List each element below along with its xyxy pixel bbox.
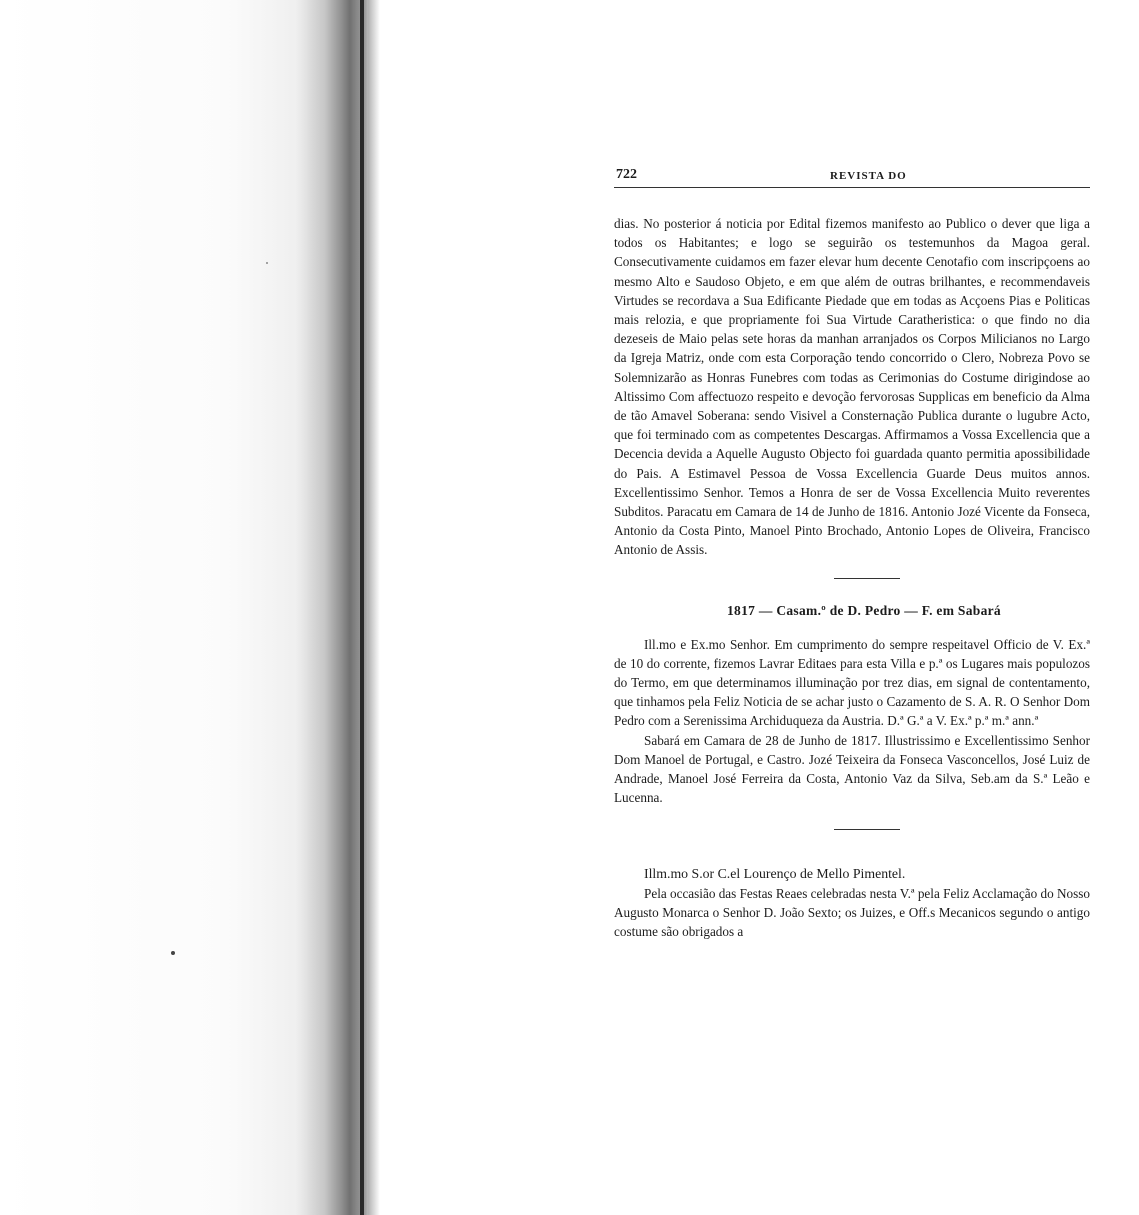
book-gutter-shadow bbox=[296, 0, 368, 1215]
book-gutter-edge bbox=[360, 0, 364, 1215]
right-page bbox=[614, 165, 1090, 941]
section-divider bbox=[834, 578, 900, 579]
section-title: 1817 — Casam.º de D. Pedro — F. em Sabará bbox=[726, 602, 1001, 618]
running-title: REVISTA DO bbox=[830, 170, 907, 182]
body-paragraph-3: Sabará em Camara de 28 de Junho de 1817. Illustrissimo e Excellentissimo Senhor Dom Manoel de Portugal, e Castro. Jozé Teixeira da Fonseca Vasconcellos, José Luiz de Andrade, Manoel José Ferreira da Costa, Antonio Vaz da Silva, Seb.am da S.ª Leão e Lucenna. bbox=[614, 732, 1090, 806]
section-divider bbox=[834, 829, 900, 830]
page-header bbox=[614, 165, 1090, 188]
page-number: 722 bbox=[616, 167, 637, 182]
letter-salutation: Illm.mo S.or C.el Lourenço de Mello Pimentel. bbox=[644, 866, 906, 882]
body-paragraph-1: dias. No posterior á noticia por Edital fizemos manifesto ao Publico o dever que liga a todos os Habitantes; e logo se seguirão os testemunhos da Magoa geral. Consecutivamente cuidamos em fazer elevar hum decente Cenotafio com inscripçoens ao mesmo Alto e Saudoso Objeto, e em que além de outras brilhantes, e recommendaveis Virtudes se recordava a Sua Edificante Piedade que em todas as Acçoens Pias e Politicas mais relozia, e que propriamente foi Sua Virtude Caratheristica: o que findo no dia dezeseis de Maio pelas sete horas da manhan arranjados os Corpos Milicianos no Largo da Igreja Matriz, onde com esta Corporação tendo concorrido o Clero, Nobreza Povo se Solemnizarão as Honras Funebres com todas as Cerimonias do Costume dirigindose ao Altissimo Com affectuozo respeito e devoção fervorosas Supplicas em beneficio da Alma de tão Amavel Soberana: sendo Visivel a Consternação Publica durante o lugubre Acto, que foi terminado com as competentes Descargas. Affirmamos a Vossa Excellencia que a Decencia devida a Aquelle Augusto Objecto foi guardada quanto permitia apossibilidade do Pais. A Estimavel Pessoa de Vossa Excellencia Guarde Deus muitos annos. Excellentissimo Senhor. Temos a Honra de ser de Vossa Excellencia Muito reverentes Subditos. Paracatu em Camara de 14 de Junho de 1816. Antonio Jozé Vicente da Fonseca, Antonio da Costa Pinto, Manoel Pinto Brochado, Antonio Lopes de Oliveira, Francisco Antonio de Assis. bbox=[614, 216, 1090, 558]
body-paragraph-2: Ill.mo e Ex.mo Senhor. Em cumprimento do sempre respeitavel Officio de V. Ex.ª de 10 do corrente, fizemos Lavrar Editaes para esta Villa e p.ª os Lugares mais populozos do Termo, em que determinamos illuminação por trez dias, em signal de contentamento, que tinhamos pela Feliz Noticia de se achar justo o Cazamento de S. A. R. O Senhor Dom Pedro com a Serenissima Archiduqueza da Austria. D.ª G.ª a V. Ex.ª p.ª m.ª ann.ª bbox=[614, 636, 1090, 729]
paper-speck bbox=[266, 262, 268, 264]
paper-speck bbox=[171, 951, 175, 955]
body-paragraph-4: Pela occasião das Festas Reaes celebradas nesta V.ª pela Feliz Acclamação do Nosso Augusto Monarca o Senhor D. João Sexto; os Juizes, e Off.s Mecanicos segundo o antigo costume são obrigados a bbox=[614, 885, 1090, 940]
